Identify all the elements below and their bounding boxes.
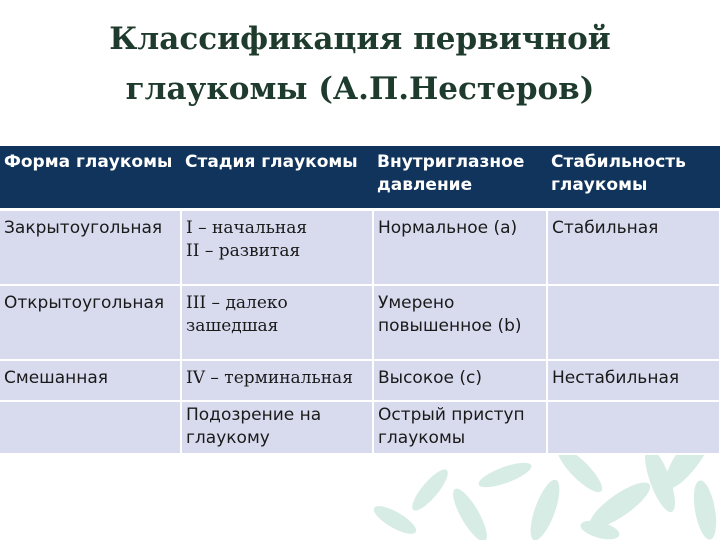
- header-pressure: Внутриглазное давление: [373, 146, 547, 210]
- slide-title-line-1: Классификация первичной: [109, 21, 611, 57]
- table-row: [0, 285, 720, 360]
- glaucoma-classification-table: [0, 146, 720, 455]
- cell-pressure: Умерено повышенное (b): [373, 285, 547, 360]
- header-stage: Стадия глаукомы: [181, 146, 373, 210]
- cell-form: Смешанная: [0, 360, 181, 401]
- cell-form: [0, 401, 181, 454]
- cell-stability: [547, 401, 720, 454]
- cell-stage-line: I – начальная II – развитая: [186, 218, 308, 261]
- header-form: Форма глаукомы: [0, 146, 181, 210]
- cell-stability: [547, 285, 720, 360]
- cell-stability: Стабильная: [547, 210, 720, 286]
- cell-stage: III – далеко зашедшая: [181, 285, 373, 360]
- cell-stage: [181, 210, 373, 286]
- table-header-row: [0, 146, 720, 210]
- cell-pressure: Высокое (с): [373, 360, 547, 401]
- cell-form: Открытоугольная: [0, 285, 181, 360]
- cell-pressure: Нормальное (а): [373, 210, 547, 286]
- cell-form: Закрытоугольная: [0, 210, 181, 286]
- cell-stage: Подозрение на глаукому: [181, 401, 373, 454]
- slide-title-line-2: глаукомы (А.П.Нестеров): [125, 71, 595, 107]
- table-row: [0, 401, 720, 454]
- header-stability: Стабильность глаукомы: [547, 146, 720, 210]
- cell-stage: IV – терминальная: [181, 360, 373, 401]
- cell-pressure: Острый приступ глаукомы: [373, 401, 547, 454]
- slide-title: [0, 14, 720, 114]
- table-row: [0, 360, 720, 401]
- cell-stability: Нестабильная: [547, 360, 720, 401]
- table-row: [0, 210, 720, 286]
